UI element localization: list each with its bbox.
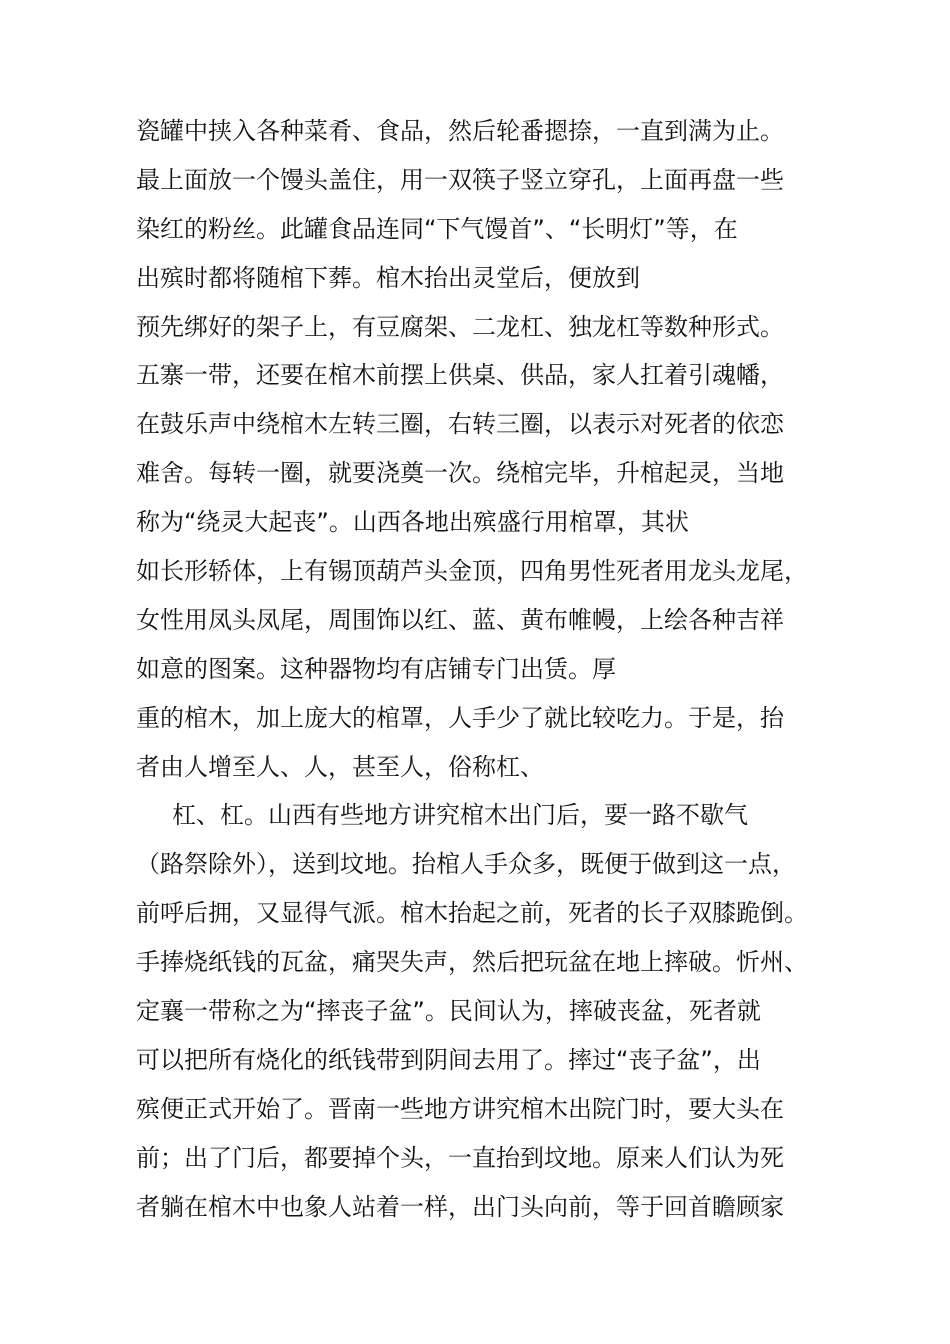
- text-line: 出殡时都将随棺下葬。棺木抬出灵堂后，便放到: [136, 263, 640, 292]
- text-line: 如长形轿体，上有锡顶葫芦头金顶，四角男性死者用龙头龙尾，: [136, 557, 808, 586]
- text-line: 五寨一带，还要在棺木前摆上供桌、供品，家人扛着引魂幡，: [136, 361, 784, 390]
- text-line: 前；出了门后，都要掉个头，一直抬到坟地。原来人们认为死: [136, 1143, 784, 1172]
- text-line: 重的棺木，加上庞大的棺罩，人手少了就比较吃力。于是，抬: [136, 703, 784, 732]
- text-line: 定襄一带称之为“摔丧子盆”。民间认为，摔破丧盆，死者就: [136, 997, 761, 1026]
- text-line: 在鼓乐声中绕棺木左转三圈，右转三圈，以表示对死者的依恋: [136, 410, 784, 439]
- text-line: 前呼后拥，又显得气派。棺木抬起之前，死者的长子双膝跪倒。: [136, 899, 808, 928]
- text-line: 殡便正式开始了。晋南一些地方讲究棺木出院门时，要大头在: [136, 1094, 784, 1123]
- text-line: 难舍。每转一圈，就要浇奠一次。绕棺完毕，升棺起灵，当地: [136, 459, 784, 488]
- text-line: 者由人增至人、人，甚至人，俗称杠、: [136, 752, 544, 781]
- text-line: 称为“绕灵大起丧”。山西各地出殡盛行用棺罩，其状: [136, 508, 689, 537]
- text-line: 染红的粉丝。此罐食品连同“下气馒首”、“长明灯”等，在: [136, 214, 738, 243]
- text-line: 女性用凤头凤尾，周围饰以红、蓝、黄布帷幔，上绘各种吉祥: [136, 605, 784, 634]
- text-line: 最上面放一个馒头盖住，用一双筷子竖立穿孔，上面再盘一些: [136, 165, 784, 194]
- text-line: 者躺在棺木中也象人站着一样，出门头向前，等于回首瞻顾家: [136, 1192, 784, 1221]
- text-line: 可以把所有烧化的纸钱带到阴间去用了。摔过“丧子盆”，出: [136, 1045, 761, 1074]
- text-line: （路祭除外），送到坟地。抬棺人手众多，既便于做到这一点，: [136, 850, 796, 879]
- text-line: 瓷罐中挟入各种菜肴、食品，然后轮番摁捺，一直到满为止。: [136, 117, 784, 145]
- text-line: 如意的图案。这种器物均有店铺专门出赁。厚: [136, 654, 616, 683]
- text-line: 手捧烧纸钱的瓦盆，痛哭失声，然后把玩盆在地上摔破。忻州、: [136, 948, 808, 977]
- text-line: 预先绑好的架子上，有豆腐架、二龙杠、独龙杠等数种形式。: [136, 312, 784, 341]
- text-line: 杠、杠。山西有些地方讲究棺木出门后，要一路不歇气: [172, 801, 748, 830]
- body-text: [136, 107, 836, 1231]
